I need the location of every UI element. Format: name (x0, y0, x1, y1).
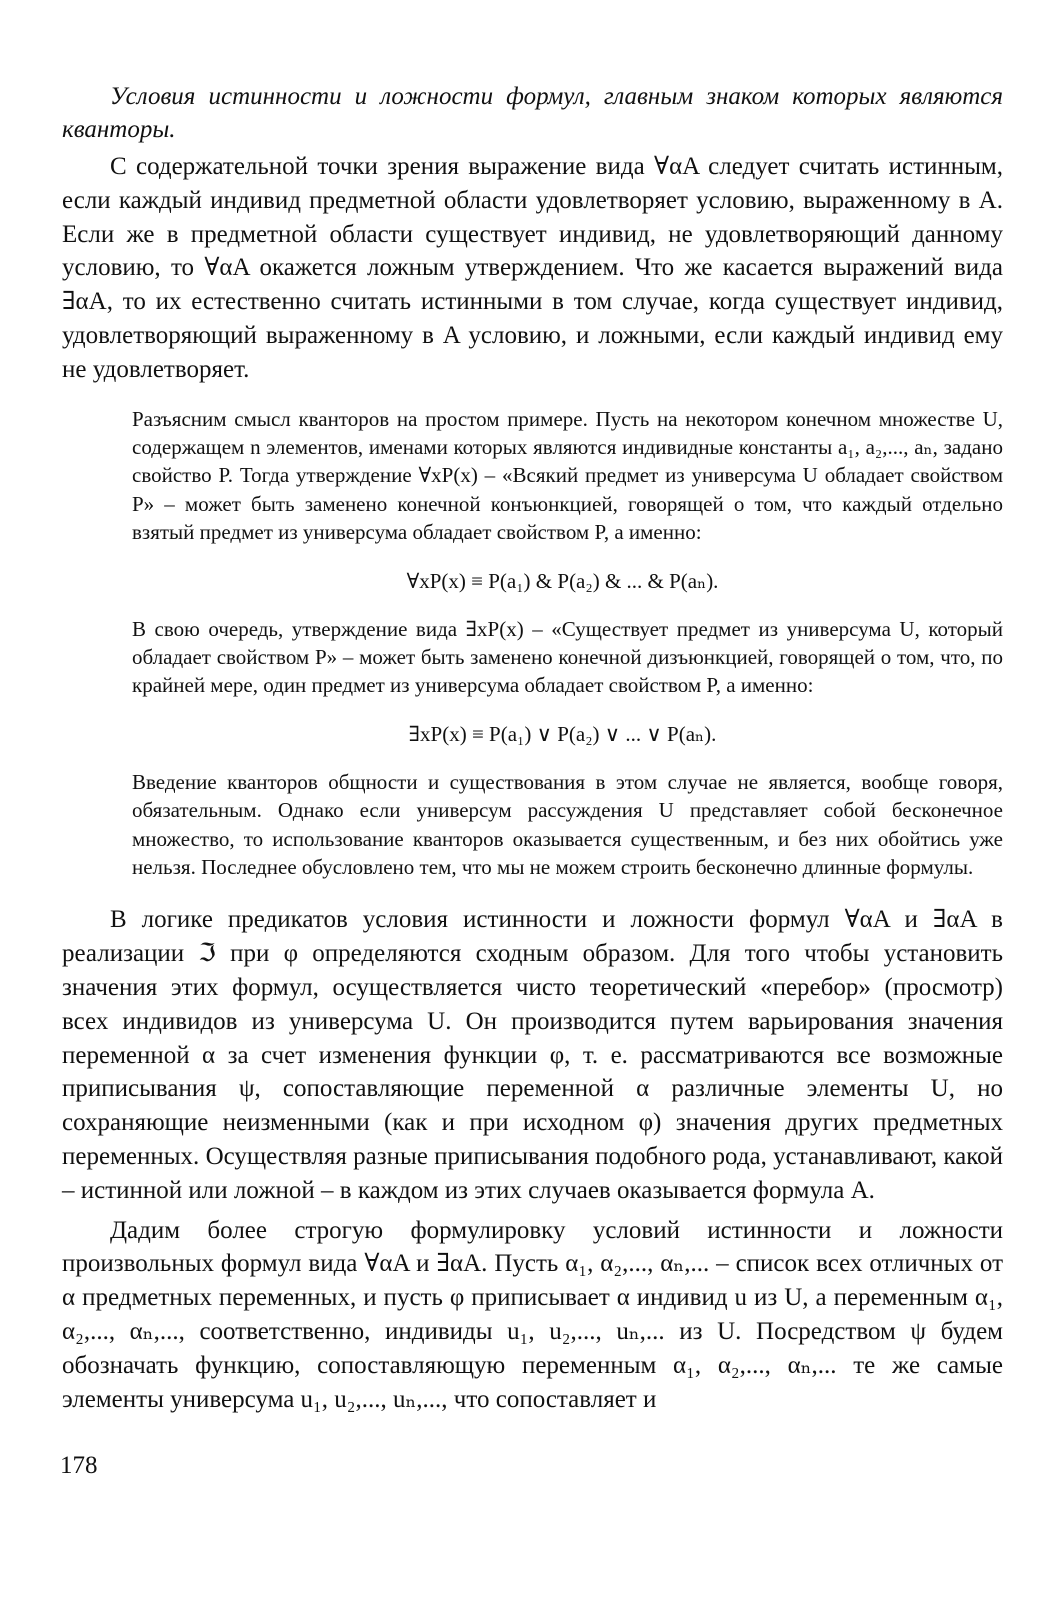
section-heading: Условия истинности и ложности формул, главным знаком которых являются кванторы. (62, 83, 1003, 143)
formula-universal: ∀xP(x) ≡ P(a₁) & P(a₂) & ... & P(aₙ). (406, 568, 719, 593)
paragraph-strict-formulation: Дадим более строгую формулировку условий истинности и ложности произвольных формул вида ∀αA и ∃αA. Пусть α₁, α₂,..., αₙ,... – список всех отличных от α предметных переменных, и пусть φ приписывает α индивид u из U, а переменным α₁, α₂,..., αₙ,..., соответственно, индивиды u₁, u₂,..., uₙ,... из U. Посредством ψ будем обозначать функцию, сопоставляющую переменным α₁, α₂,..., αₙ,... те же самые элементы универсума u₁, u₂,..., uₙ,..., что сопоставляет и (62, 1216, 1003, 1413)
example-paragraph-3: Введение кванторов общности и существования в этом случае не является, вообще говоря, обязательным. Однако если универсум рассуждения U представляет собой бесконечное множество, то использование кванторов оказывается существенным, и без них обойтись уже нельзя. Последнее обусловлено тем, что мы не можем строить бесконечно длинные формулы. (132, 769, 1003, 880)
example-block (62, 405, 1003, 882)
example-paragraph-1: Разъясним смысл кванторов на простом примере. Пусть на некотором конечном множестве U, содержащем n элементов, именами которых являются индивидные константы a₁, a₂,..., aₙ, задано свойство P. Тогда утверждение ∀xP(x) – «Всякий предмет из универсума U обладает свойством P» – может быть заменено конечной конъюнкцией, говорящей о том, что каждый отдельно взятый предмет из универсума обладает свойством P, а именно: (132, 406, 1003, 545)
formula-existential: ∃xP(x) ≡ P(a₁) ∨ P(a₂) ∨ ... ∨ P(aₙ). (408, 721, 717, 746)
page-number: 178 (60, 1452, 98, 1479)
example-paragraph-2: В свою очередь, утверждение вида ∃xP(x) – «Существует предмет из универсума U, который обладает свойством P» – может быть заменено конечной дизъюнкцией, говорящей о том, что, по крайней мере, один предмет из универсума обладает свойством P, а именно: (132, 616, 1003, 698)
paragraph-intro: С содержательной точки зрения выражение вида ∀αA следует считать истинным, если каждый индивид предметной области удовлетворяет условию, выраженному в A. Если же в предметной области существует индивид, не удовлетворяющий данному условию, то ∀αA окажется ложным утверждением. Что же касается выражений вида ∃αA, то их естественно считать истинными в том случае, когда существует индивид, удовлетворяющий выраженному в A условию, и ложными, если каждый индивид ему не удовлетворяет. (62, 153, 1003, 383)
paragraph-predicate-logic: В логике предикатов условия истинности и ложности формул ∀αA и ∃αA в реализации ℑ при φ определяются сходным образом. Для того чтобы установить значения этих формул, осуществляется чисто теоретический «перебор» (просмотр) всех индивидов из универсума U. Он производится путем варьирования значения переменной α за счет изменения функции φ, т. е. рассматриваются все возможные приписывания ψ, сопоставляющие переменной α различные элементы U, но сохраняющие неизменными (как и при исходном φ) значения других предметных переменных. Осуществляя разные приписывания подобного рода, устанавливают, какой – истинной или ложной – в каждом из этих случаев оказывается формула A. (62, 906, 1003, 1204)
